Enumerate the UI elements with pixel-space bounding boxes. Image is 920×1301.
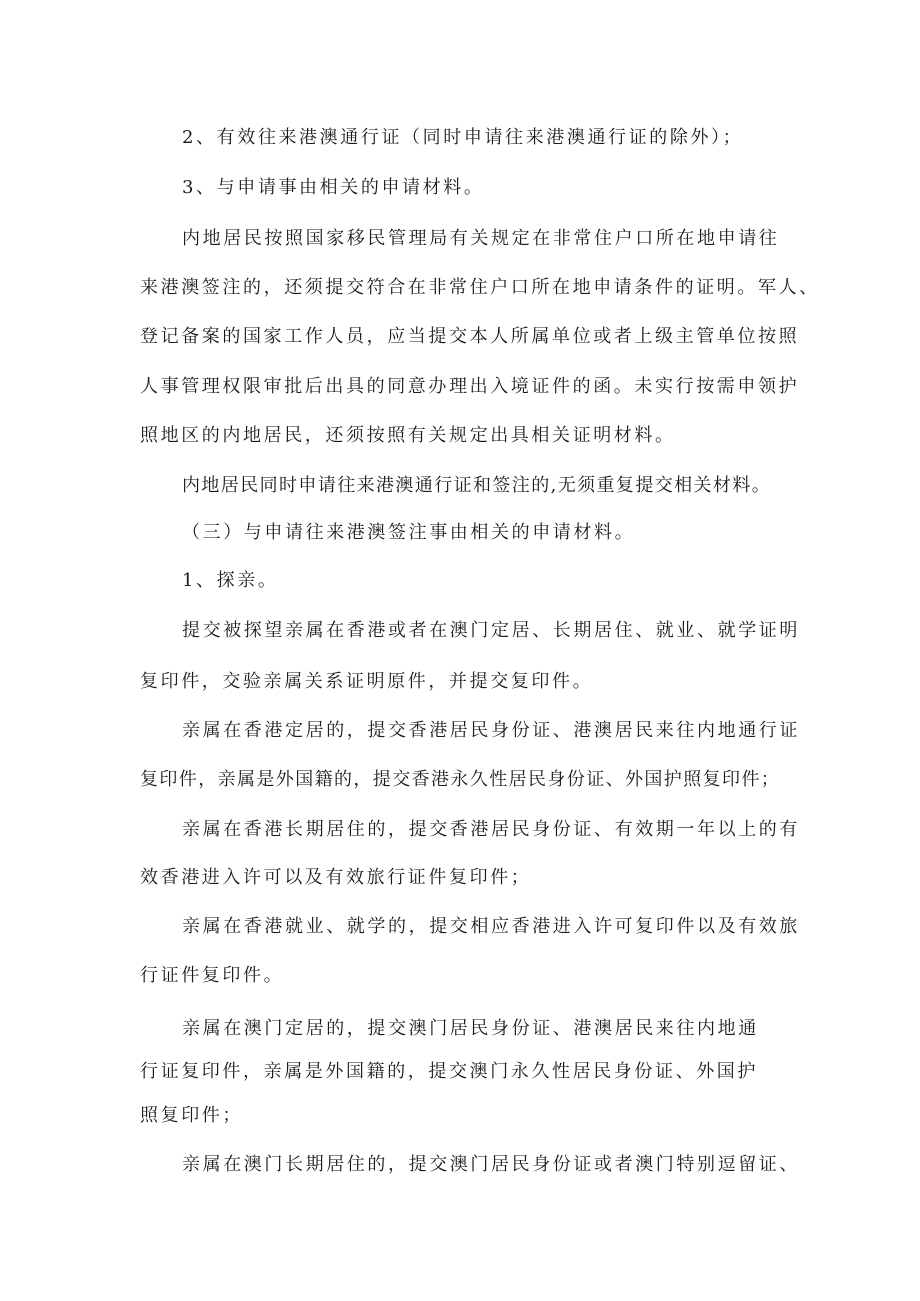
paragraph-line: 照复印件； — [140, 1105, 243, 1126]
paragraph-line: 亲属在香港长期居住的，提交香港居民身份证、有效期一年以上的有 — [182, 819, 800, 840]
paragraph-line: 亲属在澳门定居的，提交澳门居民身份证、港澳居民来往内地通 — [182, 1018, 759, 1039]
paragraph-line: 亲属在香港定居的，提交香港居民身份证、港澳居民来往内地通行证 — [182, 720, 800, 741]
paragraph-line: 登记备案的国家工作人员，应当提交本人所属单位或者上级主管单位按照 — [140, 326, 800, 347]
paragraph-line: 照地区的内地居民，还须按照有关规定出具相关证明材料。 — [140, 425, 676, 446]
subsection-heading: 1、探亲。 — [182, 570, 279, 591]
paragraph-line: 内地居民按照国家移民管理局有关规定在非常住户口所在地申请往 — [182, 228, 780, 249]
paragraph-line: 亲属在香港就业、就学的，提交相应香港进入许可复印件以及有效旅 — [182, 916, 800, 937]
paragraph-line: 效香港进入许可以及有效旅行证件复印件； — [140, 867, 532, 888]
paragraph-line: 内地居民同时申请往来港澳通行证和签注的,无须重复提交相关材料。 — [182, 475, 772, 496]
paragraph-line: 亲属在澳门长期居住的，提交澳门居民身份证或者澳门特别逗留证、 — [182, 1154, 800, 1175]
paragraph-line: 行证复印件，亲属是外国籍的，提交澳门永久性居民身份证、外国护 — [140, 1061, 758, 1082]
paragraph-line: 复印件，亲属是外国籍的，提交香港永久性居民身份证、外国护照复印件； — [140, 769, 781, 790]
paragraph-line: 来港澳签注的，还须提交符合在非常住户口所在地申请条件的证明。军人、 — [140, 277, 820, 298]
paragraph-line: 行证件复印件。 — [140, 965, 285, 986]
paragraph-line: 人事管理权限审批后出具的同意办理出入境证件的函。未实行按需申领护 — [140, 376, 800, 397]
section-heading: （三）与申请往来港澳签注事由相关的申请材料。 — [182, 522, 636, 543]
list-item-valid-permit: 2、有效往来港澳通行证（同时申请往来港澳通行证的除外）； — [182, 127, 744, 148]
paragraph-line: 提交被探望亲属在香港或者在澳门定居、长期居住、就业、就学证明 — [182, 620, 800, 641]
list-item-related-materials: 3、与申请事由相关的申请材料。 — [182, 177, 485, 198]
paragraph-line: 复印件，交验亲属关系证明原件，并提交复印件。 — [140, 671, 594, 692]
